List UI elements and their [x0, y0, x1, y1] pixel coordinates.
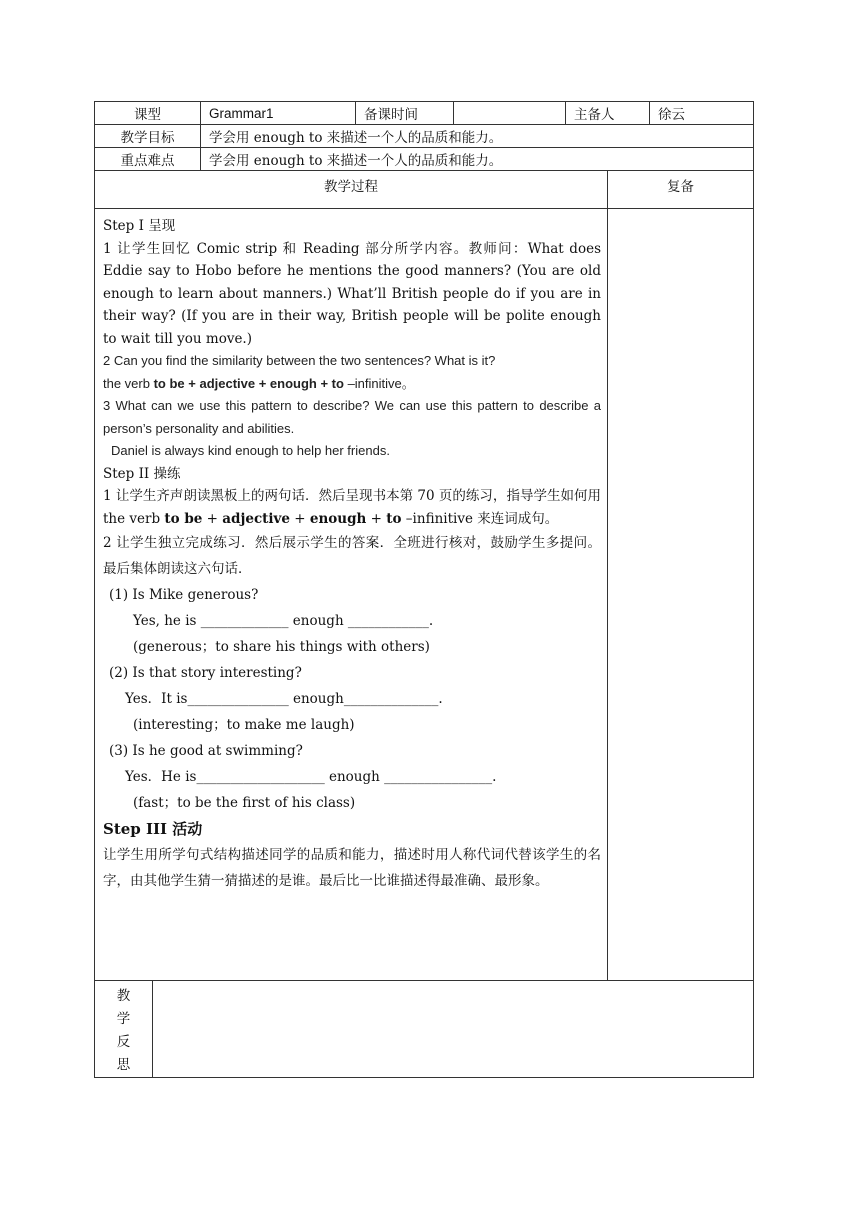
review-label: 复备 — [608, 171, 754, 209]
step3-title: Step III 活动 — [103, 820, 203, 838]
key-points-row — [95, 148, 754, 171]
course-type-label: 课型 — [95, 102, 201, 125]
teaching-goal-value: 学会用 enough to 来描述一个人的品质和能力。 — [201, 125, 754, 148]
lead-preparer-label: 主备人 — [566, 102, 650, 125]
lesson-plan-table — [94, 101, 754, 1078]
review-notes-cell — [608, 209, 754, 981]
step1-paragraph-4: 3 What can we use this pattern to describe? We can use this pattern to describe a person’s personality and abilities. — [103, 398, 601, 436]
teaching-process-label: 教学过程 — [95, 171, 608, 209]
step2-paragraph-1: 1 让学生齐声朗读黑板上的两句话．然后呈现书本第 70 页的练习，指导学生如何用 the verb to be + adjective + enough + to –infinitive 来连词成句。 — [103, 488, 601, 527]
prep-time-label: 备课时间 — [356, 102, 454, 125]
reflection-label — [95, 981, 153, 1078]
key-points-label: 重点难点 — [95, 148, 201, 171]
process-header-row — [95, 171, 754, 209]
reflection-char-2: 学 — [116, 1011, 131, 1027]
step3-paragraph-1: 让学生用所学句式结构描述同学的品质和能力，描述时用人称代词代替该学生的名字，由其他学生猜一猜描述的是谁。最后比一比谁描述得最准确、最形象。 — [103, 847, 601, 889]
step1-title: Step I 呈现 — [103, 218, 176, 234]
reflection-row — [95, 981, 754, 1078]
lead-preparer-value: 徐云 — [650, 102, 754, 125]
exercise-question-1: (1) Is Mike generous? — [109, 587, 259, 603]
teaching-process-content — [95, 209, 608, 981]
step1-paragraph-5: Daniel is always kind enough to help her friends. — [111, 443, 390, 458]
exercise-hint-3: (fast；to be the first of his class) — [133, 795, 356, 811]
step1-paragraph-1: 1 让学生回忆 Comic strip 和 Reading 部分所学内容。教师问：What does Eddie say to Hobo before he mentions the good manners? (You are old enough to learn about manners.) What’ll British people do if you are in their way? (If you are in their way, British people will be polite enough to wait till you move.) — [103, 240, 601, 347]
goal-row — [95, 125, 754, 148]
reflection-value — [153, 981, 754, 1078]
lesson-plan-document — [94, 101, 753, 1078]
prep-time-value — [454, 102, 566, 125]
exercise-question-3: (3) Is he good at swimming? — [109, 743, 303, 759]
key-points-value: 学会用 enough to 来描述一个人的品质和能力。 — [201, 148, 754, 171]
step2-title: Step II 操练 — [103, 465, 181, 482]
teaching-goal-label: 教学目标 — [95, 125, 201, 148]
exercise-answer-2: Yes．It is_______________ enough______________. — [125, 691, 443, 707]
reflection-char-4: 思 — [116, 1057, 131, 1073]
exercise-answer-3: Yes．He is___________________ enough ________________. — [125, 769, 497, 785]
reflection-char-1: 教 — [116, 988, 131, 1004]
reflection-char-3: 反 — [116, 1034, 131, 1050]
course-type-value: Grammar1 — [201, 102, 356, 125]
exercise-hint-1: (generous；to share his things with others) — [133, 639, 430, 655]
process-content-row — [95, 209, 754, 981]
exercise-answer-1: Yes, he is _____________ enough ____________. — [133, 613, 434, 629]
exercise-hint-2: (interesting；to make me laugh) — [133, 717, 355, 733]
step2-paragraph-2: 2 让学生独立完成练习．然后展示学生的答案．全班进行核对，鼓励学生多提问。最后集体朗读这六句话． — [103, 535, 601, 577]
step1-paragraph-3: the verb to be + adjective + enough + to –infinitive。 — [103, 375, 415, 391]
exercise-question-2: (2) Is that story interesting? — [109, 665, 302, 681]
header-row — [95, 102, 754, 125]
step1-paragraph-2: 2 Can you find the similarity between the two sentences? What is it? — [103, 353, 496, 368]
